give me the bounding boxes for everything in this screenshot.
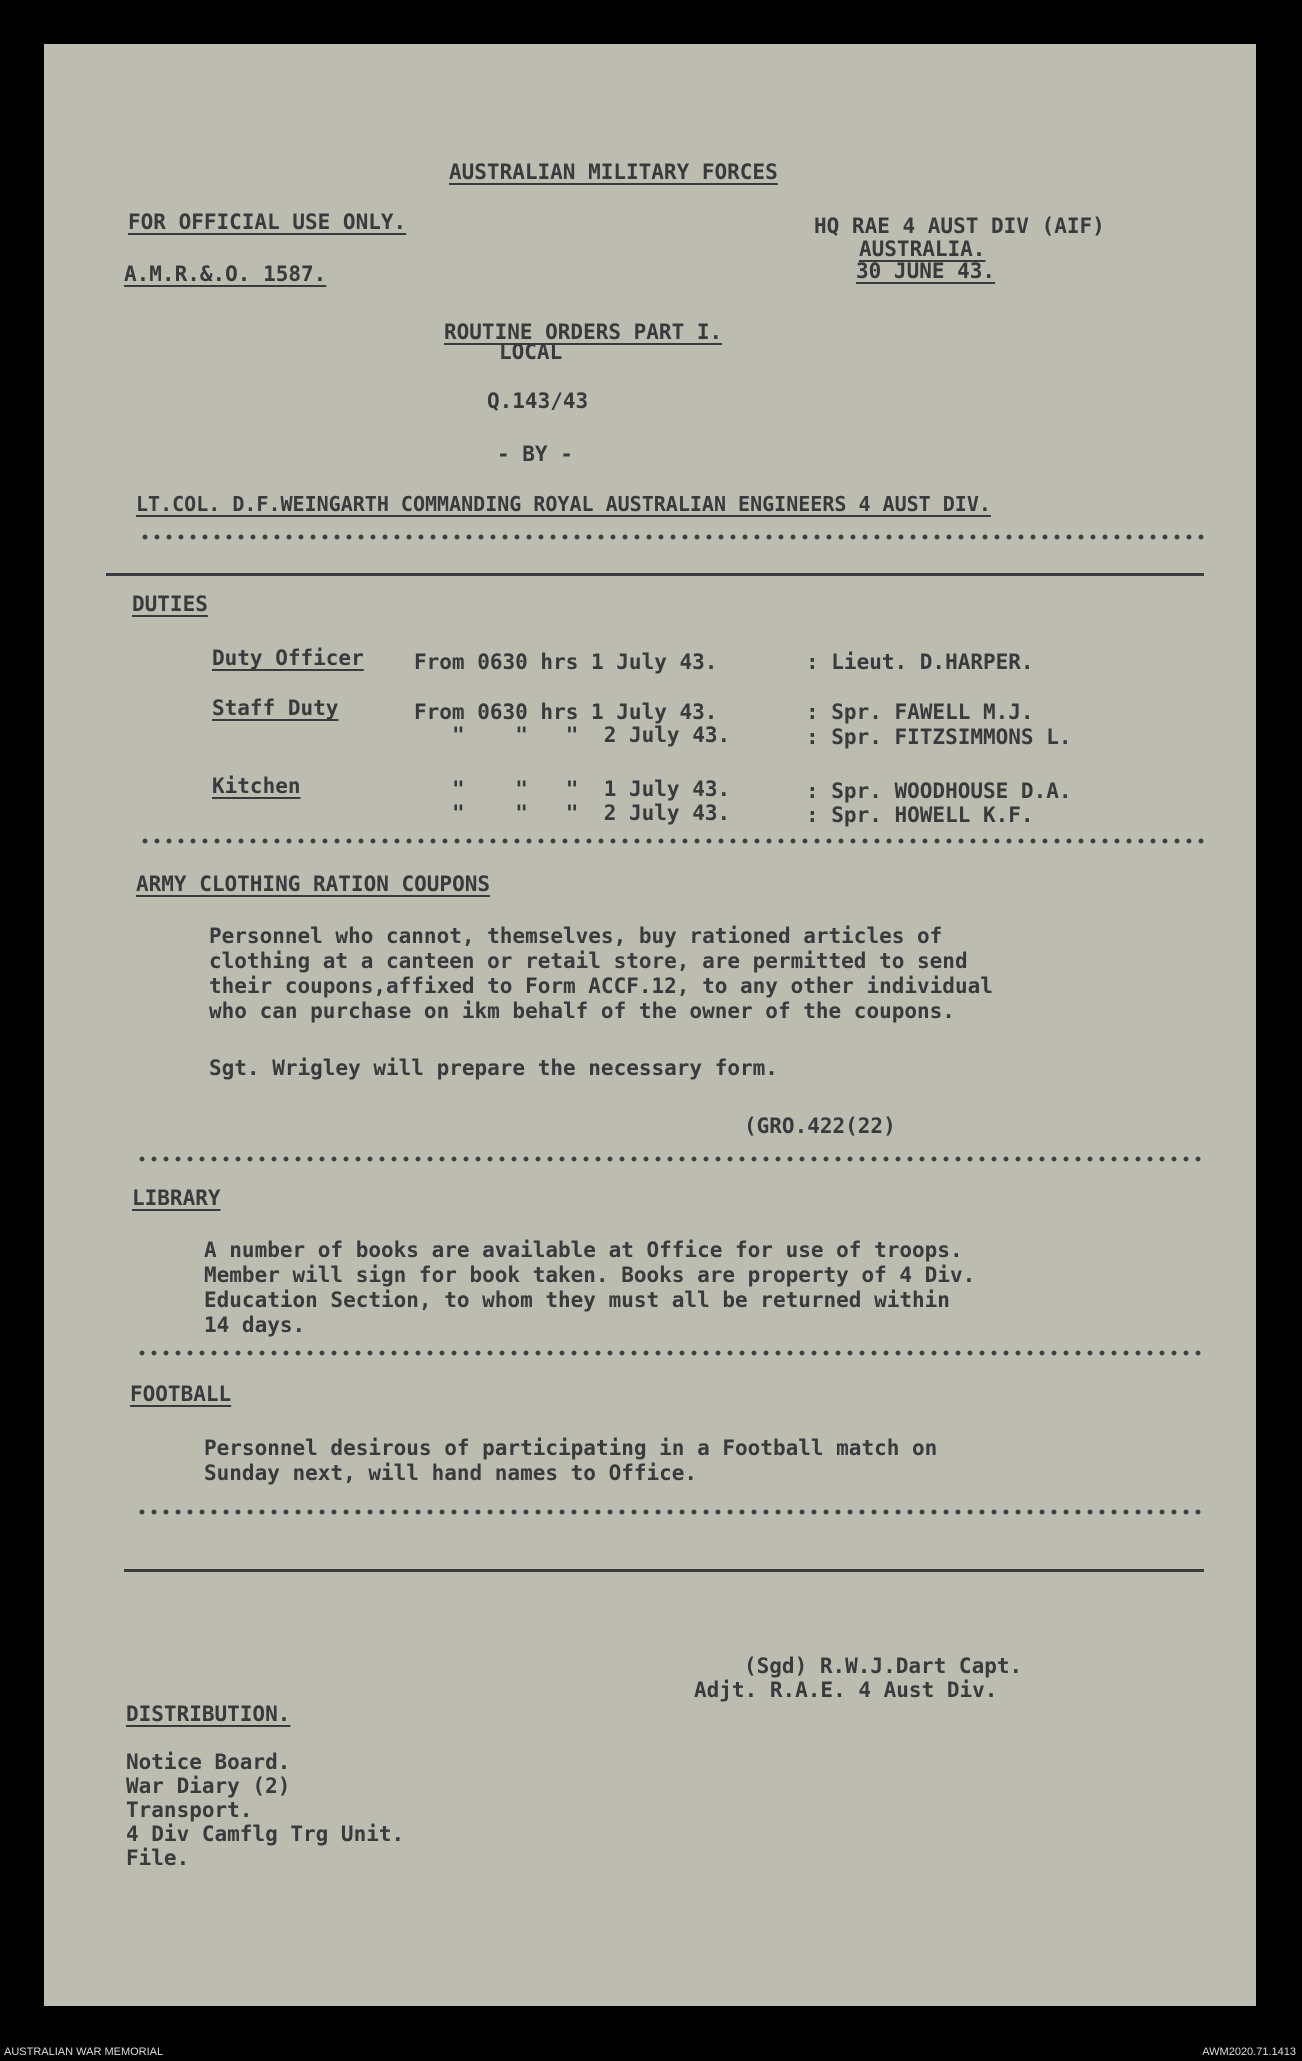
document-title: AUSTRALIAN MILITARY FORCES (449, 160, 778, 184)
duty-time: " " " 1 July 43. (452, 777, 731, 801)
place: AUSTRALIA. (859, 237, 986, 261)
duty-time: From 0630 hrs 1 July 43. (414, 650, 718, 674)
clothing-note: Sgt. Wrigley will prepare the necessary form. (209, 1056, 778, 1080)
library-body: A number of books are available at Office for use of troops. Member will sign for book taken. Books are property of 4 Div. Education Section, to whom they must all be returned within 14 days. (204, 1238, 976, 1337)
document-page (44, 44, 1256, 2006)
orders-subtitle: LOCAL (499, 340, 563, 364)
list-item: 4 Div Camflg Trg Unit. (126, 1822, 405, 1846)
reference-number: A.M.R.&.O. 1587. (124, 262, 327, 286)
orders-title: ROUTINE ORDERS PART I. (444, 320, 723, 344)
signature-title: Adjt. R.A.E. 4 Aust Div. (694, 1678, 998, 1702)
rule-separator (106, 573, 1204, 576)
duty-label: Kitchen (212, 774, 301, 798)
distribution-heading: DISTRIBUTION. (126, 1702, 291, 1726)
unit-name: HQ RAE 4 AUST DIV (AIF) (814, 214, 1105, 238)
official-use-label: FOR OFFICIAL USE ONLY. (128, 210, 407, 234)
signature-line: (Sgd) R.W.J.Dart Capt. (744, 1654, 1023, 1678)
clothing-body: Personnel who cannot, themselves, buy rationed articles of clothing at a canteen or retail store, are permitted to send their coupons,affixed to Form ACCF.12, to any other individual who can purchase on ikm behalf of the owner of the coupons. (209, 924, 993, 1023)
archive-id: AWM2020.71.1413 (1202, 2046, 1296, 2058)
archive-credit: AUSTRALIAN WAR MEMORIAL (4, 2046, 164, 2058)
duty-assignee: : Spr. FAWELL M.J. (806, 700, 1034, 724)
dotted-separator (136, 1156, 1204, 1162)
orders-by: - BY - (497, 442, 573, 466)
commander-line: LT.COL. D.F.WEINGARTH COMMANDING ROYAL AUSTRALIAN ENGINEERS 4 AUST DIV. (136, 492, 991, 516)
duty-time: From 0630 hrs 1 July 43. (414, 700, 718, 724)
dotted-separator (139, 534, 1204, 540)
list-item: File. (126, 1846, 190, 1870)
football-body: Personnel desirous of participating in a Football match on Sunday next, will hand names to Office. (204, 1436, 938, 1485)
duty-assignee: : Spr. WOODHOUSE D.A. (806, 779, 1072, 803)
document-date: 30 JUNE 43. (856, 259, 996, 283)
clothing-ref: (GRO.422(22) (744, 1114, 896, 1138)
list-item: Notice Board. (126, 1750, 291, 1774)
duty-assignee: : Spr. HOWELL K.F. (806, 803, 1034, 827)
duty-assignee: : Lieut. D.HARPER. (806, 650, 1034, 674)
list-item: Transport. (126, 1798, 253, 1822)
duty-time: " " " 2 July 43. (452, 723, 731, 747)
duty-label: Duty Officer (212, 646, 364, 670)
library-heading: LIBRARY (132, 1186, 221, 1210)
duty-label: Staff Duty (212, 696, 339, 720)
duties-heading: DUTIES (132, 592, 208, 616)
dotted-separator (136, 1350, 1204, 1356)
clothing-heading: ARMY CLOTHING RATION COUPONS (136, 872, 491, 896)
duty-time: " " " 2 July 43. (452, 801, 731, 825)
rule-separator (124, 1569, 1204, 1572)
orders-number: Q.143/43 (487, 389, 589, 413)
list-item: War Diary (2) (126, 1774, 291, 1798)
dotted-separator (139, 838, 1204, 844)
football-heading: FOOTBALL (130, 1382, 232, 1406)
dotted-separator (136, 1509, 1204, 1515)
duty-assignee: : Spr. FITZSIMMONS L. (806, 725, 1072, 749)
